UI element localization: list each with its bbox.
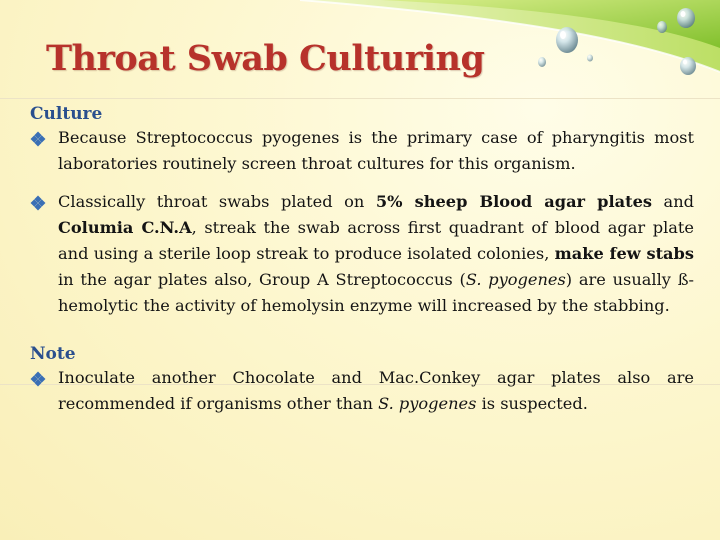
droplet-icon — [657, 21, 667, 33]
text-run: S. pyogenes — [378, 394, 477, 413]
text-run: S. pyogenes — [465, 270, 566, 289]
bullet-text — [58, 192, 694, 315]
section-culture — [30, 103, 694, 319]
slide-title: Throat Swab Culturing — [46, 38, 485, 79]
bullet-item — [30, 365, 694, 417]
text-run: ) are usually ß- hemolytic the activity of hemolysin enzyme will increased by the stabbing. — [58, 270, 694, 315]
bullet-item — [30, 125, 694, 177]
text-run: , streak the swab across first quadrant of blood agar plate and using a sterile loop streak to produce isolated colonies, — [58, 218, 694, 263]
text-run: make few stabs — [554, 244, 694, 263]
droplet-icon — [538, 57, 546, 67]
bullet-item — [30, 189, 694, 319]
droplet-icon — [587, 55, 593, 62]
droplet-icon — [680, 57, 696, 75]
text-run: 5% sheep Blood agar plates — [375, 192, 652, 211]
text-run: Classically throat swabs plated on — [58, 192, 376, 211]
slide-content — [30, 103, 694, 417]
divider-top — [0, 98, 720, 99]
text-run: in the agar plates also, Group A Streptococcus ( — [58, 270, 466, 289]
bullet-text — [58, 368, 694, 413]
diamond-bullet-icon — [30, 371, 46, 387]
text-run: and — [651, 192, 694, 211]
droplet-icon — [556, 27, 578, 53]
section-heading-note: Note — [30, 344, 76, 364]
diamond-bullet-icon — [30, 131, 46, 147]
bullet-text — [58, 128, 694, 173]
section-note — [30, 343, 694, 417]
section-heading-culture: Culture — [30, 104, 103, 124]
text-run: is suspected. — [476, 394, 588, 413]
diamond-bullet-icon — [30, 195, 46, 211]
text-run: Inoculate another Chocolate and Mac.Conkey agar plates also are recommended if organisms other than — [58, 368, 694, 413]
text-run: Columia C.N.A — [58, 218, 192, 237]
droplet-icon — [677, 8, 695, 28]
text-run: Because Streptococcus pyogenes is the primary case of pharyngitis most laboratories routinely screen throat cultures for this organism. — [58, 128, 694, 173]
